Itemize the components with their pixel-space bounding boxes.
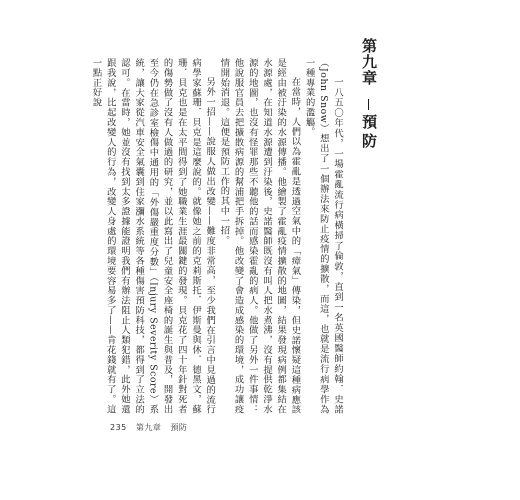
page-number: 235 bbox=[110, 423, 127, 432]
running-head-title: 預防 bbox=[170, 423, 188, 432]
chapter-number: 第九章 bbox=[360, 38, 378, 86]
body-text bbox=[82, 58, 344, 414]
running-head-chapter: 第九章 bbox=[135, 423, 162, 432]
chapter-title: 預防 bbox=[360, 114, 378, 152]
chapter-divider-rule bbox=[368, 99, 369, 110]
paragraph-1: 一八五〇年代，一場霍亂流行病橫掃了倫敦，直到一名英國醫師約翰．史諾（John Snow）想出了一個辦法來防止疫情的擴散，而這，也就是流行病學作為一種專業的濫觴。 bbox=[303, 58, 343, 414]
paragraph-3: 另外一招——說服人做出改變——難度非常高，至少我們在引言中見過的流行病學家蘇珊．貝克是這麼說的。就像她之前的克莉斯托．伊斯曼與休．德黑文，蘇珊．貝克也是在太平間得到了她職業生涯最關鍵的發現。貝克花了四十年針對死者的傷勢做了沒有人做過的研究，並以此寫出了兒童安全座椅的誕生與普及，開發出至今仍在急診室檢傷中通用的「外傷嚴重度分數」（Injury Severity Score）系統，讓大家從汽車安全氣囊到住家瀰水系統等各種傷害預防科技，都得到了立法的認可。在當時，她並沒有找到太多證據能證明我們有辦法阻止人類犯錯，此外她還跟我說，比起改變人的行為，改變人身處的環境要容易多了——肯花錢就有了。這一點正好說 bbox=[90, 58, 216, 414]
page-footer bbox=[110, 422, 193, 433]
chapter-heading bbox=[354, 38, 384, 86]
paragraph-2: 在當時，人們以為霍亂是透過空氣中的「瘴氣」傳染，但史諾懷疑這種病應該是經由被汙染的水源傳播。他繪製了霍亂疫情擴散的地圖，結果發現病例都集結在水源處，在知道水源遭到汙染後，史諾醫師既沒有叫人把水煮沸，沒有提供乾淨水源的地圖，也沒有怪罪那些不聽他的話而感染霍亂的病人。他做了另外一件事情：他說服官員去把擴散病源的幫浦把手拆掉。他改變了會造成感染的環境，成功讓疫情開始消退。這便是預防工作的其中一招。 bbox=[218, 58, 301, 414]
